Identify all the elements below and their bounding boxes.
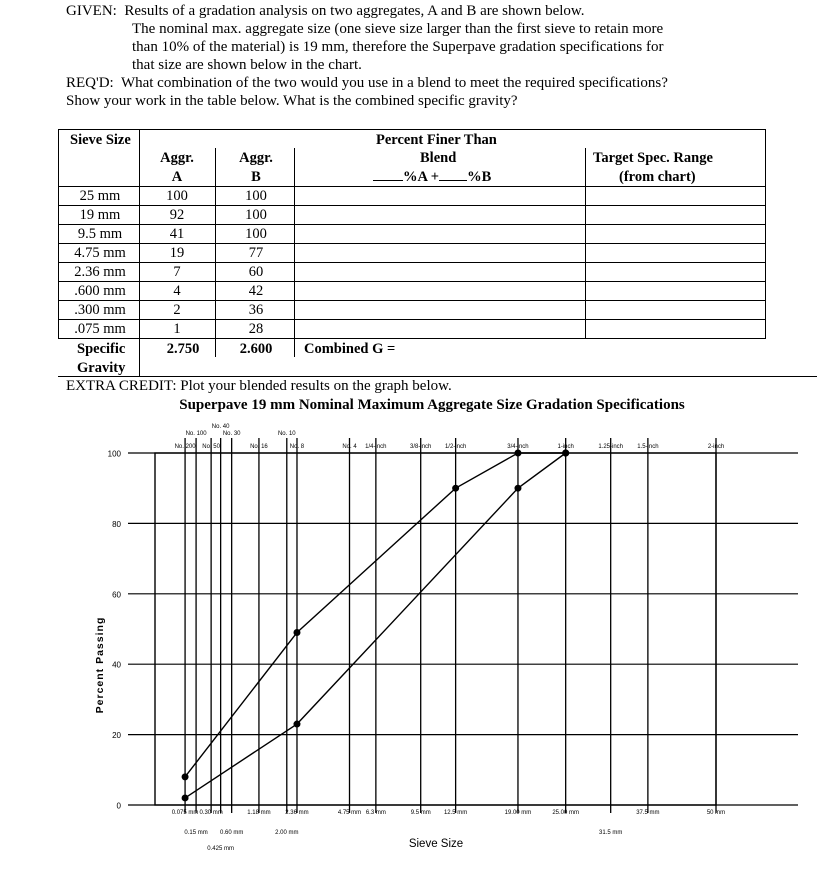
y-tick-label: 0: [116, 801, 121, 811]
control-point: [294, 630, 300, 636]
gradation-table: [58, 129, 766, 377]
row-aggr-a-value: 4: [173, 283, 181, 299]
x-tick-label: 50 mm: [706, 810, 726, 816]
x-tick-label: No. 4: [342, 444, 357, 450]
x-tick-label: 1/2-inch: [444, 444, 467, 450]
given-label: GIVEN:: [66, 3, 117, 19]
row-aggr-b-value: 36: [248, 302, 264, 318]
gradation-chart: [0, 420, 817, 870]
row-sieve-size: 2.36 mm: [74, 264, 126, 280]
header-aggr-b: Aggr.: [239, 150, 273, 166]
control-point: [294, 721, 300, 727]
y-tick-label: 100: [107, 449, 121, 459]
row-aggr-a-value: 1: [173, 321, 181, 337]
given-line-1: [66, 2, 806, 20]
row-aggr-a-value: 7: [173, 264, 181, 280]
row-sieve-size: 25 mm: [79, 188, 121, 204]
x-tick-label: 1/4-inch: [365, 444, 387, 450]
x-tick-label: 4.75 mm: [337, 810, 362, 816]
header-target-spec: Target Spec. Range: [593, 150, 713, 166]
row-aggr-a-value: 19: [169, 245, 185, 261]
y-tick-label: 60: [112, 590, 121, 600]
x-tick-label: 2-inch: [707, 444, 725, 450]
x-tick-label: No. 10: [277, 431, 296, 437]
x-tick-label: 0.15 mm: [184, 830, 208, 836]
x-tick-label: 25.00 mm: [552, 810, 580, 816]
x-tick-label: 3/4-inch: [507, 444, 529, 450]
y-tick-label: 20: [112, 731, 121, 741]
x-tick-label: 2.36 mm: [285, 810, 309, 816]
x-tick-label: No. 100: [185, 431, 207, 437]
row-aggr-b-value: 28: [248, 321, 264, 337]
x-tick-label: 1-inch: [557, 444, 574, 450]
row-aggr-a-value: 92: [169, 207, 185, 223]
x-axis-label: Sieve Size: [408, 838, 464, 850]
problem-statement: [66, 2, 806, 110]
x-tick-label: 6.3 mm: [365, 810, 386, 816]
x-tick-label: 19.00 mm: [504, 810, 532, 816]
control-point: [515, 450, 521, 456]
specific-gravity-b: 2.600: [239, 341, 273, 357]
header-aggr-a: Aggr.: [160, 150, 194, 166]
specific-gravity-label: Specific: [77, 341, 126, 357]
x-tick-label: 0.60 mm: [219, 830, 244, 836]
x-tick-label: 1.25-inch: [598, 444, 624, 450]
x-tick-label: 0.425 mm: [207, 846, 234, 852]
row-sieve-size: 19 mm: [79, 207, 121, 223]
header-blend-pa: %A +: [403, 169, 440, 185]
y-axis-label: Percent Passing: [94, 616, 106, 714]
given-text-1: Results of a gradation analysis on two aggregates, A and B are shown below.: [124, 3, 585, 19]
x-tick-label: 0.075 mm: [171, 810, 199, 816]
x-tick-label: 9.5 mm: [410, 810, 431, 816]
row-aggr-b-value: 100: [245, 207, 267, 223]
reqd-line-1: [66, 74, 806, 92]
header-aggr-b-letter: B: [251, 169, 261, 185]
reqd-text-1: What combination of the two would you use in a blend to meet the required specifications?: [120, 75, 668, 91]
row-sieve-size: .075 mm: [74, 321, 126, 337]
header-blend-pb: %B: [467, 169, 492, 185]
control-point: [515, 485, 521, 491]
given-text-4: that size are shown below in the chart.: [132, 57, 362, 73]
x-tick-label: 1.5-inch: [637, 444, 659, 450]
header-blend: Blend: [420, 150, 457, 166]
y-tick-label: 80: [112, 519, 121, 529]
specific-gravity-a: 2.750: [166, 341, 200, 357]
extra-credit-text: EXTRA CREDIT: Plot your blended results on the graph below.: [66, 378, 452, 394]
x-tick-label: 3/8-inch: [410, 444, 432, 450]
given-text-2: The nominal max. aggregate size (one sieve size larger than the first sieve to retain more: [132, 21, 664, 37]
row-aggr-b-value: 100: [245, 226, 267, 242]
x-tick-label: 0.30 mm: [199, 810, 223, 816]
x-tick-label: 31.5 mm: [599, 830, 623, 836]
row-aggr-b-value: 42: [248, 283, 264, 299]
x-tick-label: No. 16: [250, 444, 268, 450]
chart-grid: [128, 438, 798, 813]
x-tick-label: No. 50: [202, 444, 220, 450]
row-aggr-a-value: 41: [169, 226, 185, 242]
reqd-text-2: Show your work in the table below. What is the combined specific gravity?: [66, 93, 518, 109]
header-blend-percent: [373, 169, 491, 185]
x-tick-label: 37.5 mm: [636, 810, 660, 816]
control-point: [563, 450, 569, 456]
header-sieve-size: Sieve Size: [70, 132, 131, 148]
row-sieve-size: .300 mm: [74, 302, 126, 318]
specific-gravity-label-2: Gravity: [77, 360, 126, 376]
row-aggr-b-value: 60: [248, 264, 264, 280]
row-sieve-size: .600 mm: [74, 283, 126, 299]
x-tick-label: No. 8: [289, 444, 305, 450]
header-percent-finer: Percent Finer Than: [376, 132, 497, 148]
x-tick-label: 2.00 mm: [275, 830, 299, 836]
y-tick-label: 40: [112, 660, 121, 670]
control-point: [453, 485, 459, 491]
chart-title: Superpave 19 mm Nominal Maximum Aggregate Size Gradation Specifications: [179, 397, 685, 413]
control-point: [182, 795, 188, 801]
row-aggr-a-value: 2: [173, 302, 181, 318]
control-point: [182, 774, 188, 780]
x-tick-label: No. 40: [211, 424, 230, 430]
row-aggr-b-value: 77: [248, 245, 264, 261]
header-aggr-a-letter: A: [171, 169, 183, 185]
x-tick-label: 12.5 mm: [443, 810, 468, 816]
combined-g-label: Combined G =: [304, 341, 396, 357]
row-sieve-size: 9.5 mm: [77, 226, 123, 242]
row-aggr-a-value: 100: [166, 188, 188, 204]
row-sieve-size: 4.75 mm: [74, 245, 126, 261]
x-tick-label: 1.18 mm: [247, 810, 271, 816]
row-aggr-b-value: 100: [245, 188, 267, 204]
given-text-3: than 10% of the material) is 19 mm, therefore the Superpave gradation specifications for: [132, 39, 664, 55]
reqd-label: REQ'D:: [66, 75, 114, 91]
header-target-from-chart: (from chart): [619, 169, 696, 185]
x-tick-label: No. 30: [222, 431, 241, 437]
x-tick-label: No. 200: [174, 444, 196, 450]
